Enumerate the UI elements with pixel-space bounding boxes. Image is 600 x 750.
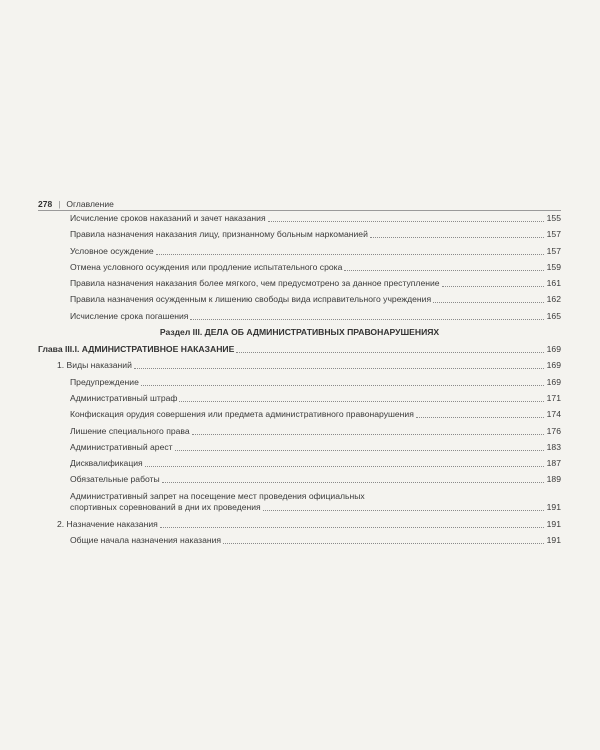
toc-entry-page: 189 [546, 474, 561, 485]
toc-entry-title: Конфискация орудия совершения или предмета административного правонарушения [70, 409, 414, 420]
dot-leader [175, 450, 544, 451]
dot-leader [192, 434, 544, 435]
toc-entry-page: 187 [546, 458, 561, 469]
toc-entry-title: Правила назначения наказания более мягкого, чем предусмотрено за данное преступление [70, 278, 440, 289]
dot-leader [134, 368, 544, 369]
toc-entry-title: Исчисление сроков наказаний и зачет наказания [70, 213, 266, 223]
toc-entry-title: Обязательные работы [70, 474, 160, 485]
dot-leader [190, 319, 543, 320]
toc-entry[interactable] [38, 535, 561, 546]
toc-entry-title: Правила назначения осужденным к лишению свободы вида исправительного учреждения [70, 294, 432, 305]
toc-entry[interactable] [38, 474, 561, 485]
toc-entry-title: Административный штраф [70, 392, 178, 403]
dot-leader [416, 417, 544, 418]
toc-entry-title: Исчисление срока погашения [70, 310, 189, 321]
toc-entry[interactable] [38, 229, 561, 240]
dot-leader [160, 527, 544, 528]
dot-leader [179, 401, 543, 402]
toc-entry-page: 171 [546, 392, 561, 403]
toc-entry[interactable] [38, 262, 561, 273]
toc-subsection-title: 2. Назначение наказания [57, 518, 158, 529]
toc-entry-page: 174 [546, 409, 561, 420]
header-rule [38, 210, 561, 211]
toc-entry-page: 176 [546, 425, 561, 436]
header-title: Оглавление [66, 199, 114, 209]
toc-entry-title-line2: спортивных соревнований в дни их проведения [70, 501, 261, 512]
dot-leader [156, 254, 544, 255]
toc-entry-page: 165 [546, 310, 561, 321]
toc-entry-page: 157 [546, 245, 561, 256]
toc-entry[interactable] [38, 442, 561, 453]
dot-leader [223, 543, 544, 544]
toc-entry[interactable] [38, 294, 561, 305]
toc-entry[interactable] [38, 409, 561, 420]
toc-entry-multiline[interactable] [38, 491, 561, 513]
toc-chapter-title: Глава III.I. АДМИНИСТРАТИВНОЕ НАКАЗАНИЕ [38, 344, 235, 355]
toc-subsection-page: 169 [546, 360, 561, 371]
toc-subsection-title: 1. Виды наказаний [57, 360, 132, 371]
toc-entry-page: 183 [546, 441, 561, 452]
dot-leader [162, 482, 544, 483]
toc-entry-title: Правила назначения наказания лицу, признанному больным наркоманией [70, 229, 368, 240]
running-header [38, 197, 561, 211]
toc-entry[interactable] [38, 213, 561, 224]
toc-entry-page: 191 [546, 535, 561, 546]
toc-entry-title: Административный арест [70, 441, 173, 452]
toc-entry-title-line1: Административный запрет на посещение мест проведения официальных [70, 490, 365, 501]
toc-entry-page: 162 [546, 294, 561, 305]
toc-chapter[interactable] [38, 344, 561, 355]
toc-entry-page: 169 [546, 376, 561, 387]
table-of-contents [38, 213, 561, 551]
header-separator: | [58, 199, 61, 209]
toc-entry-title: Условное осуждение [70, 245, 154, 256]
dot-leader [236, 352, 543, 353]
toc-entry-page: 191 [546, 501, 561, 512]
toc-entry[interactable] [38, 377, 561, 388]
toc-entry-title: Лишение специального права [70, 425, 190, 436]
toc-entry-page: 157 [546, 229, 561, 240]
dot-leader [141, 385, 544, 386]
toc-subsection[interactable] [38, 360, 561, 371]
page-number: 278 [38, 199, 53, 209]
dot-leader [268, 221, 544, 222]
section-heading: Раздел III. ДЕЛА ОБ АДМИНИСТРАТИВНЫХ ПРАВОНАРУШЕНИЯХ [159, 327, 440, 338]
toc-entry-page: 161 [546, 278, 561, 289]
dot-leader [145, 466, 544, 467]
dot-leader [263, 510, 544, 511]
toc-entry-title: Общие начала назначения наказания [70, 535, 222, 546]
dot-leader [442, 286, 544, 287]
toc-entry-title: Отмена условного осуждения или продление испытательного срока [70, 261, 343, 272]
toc-entry-page: 159 [546, 261, 561, 272]
toc-subsection[interactable] [38, 519, 561, 530]
toc-subsection-page: 191 [546, 518, 561, 529]
toc-entry[interactable] [38, 311, 561, 322]
toc-entry[interactable] [38, 393, 561, 404]
toc-entry-title-line2-wrap [70, 502, 561, 513]
toc-entry[interactable] [38, 426, 561, 437]
toc-entry-page: 155 [546, 213, 561, 223]
toc-chapter-page: 169 [546, 344, 561, 355]
toc-entry[interactable] [38, 458, 561, 469]
toc-entry-title: Дисквалификация [70, 458, 143, 469]
toc-entry[interactable] [38, 246, 561, 257]
dot-leader [433, 302, 544, 303]
dot-leader [370, 237, 544, 238]
toc-entry[interactable] [38, 278, 561, 289]
dot-leader [344, 270, 543, 271]
toc-entry-title: Предупреждение [70, 376, 139, 387]
